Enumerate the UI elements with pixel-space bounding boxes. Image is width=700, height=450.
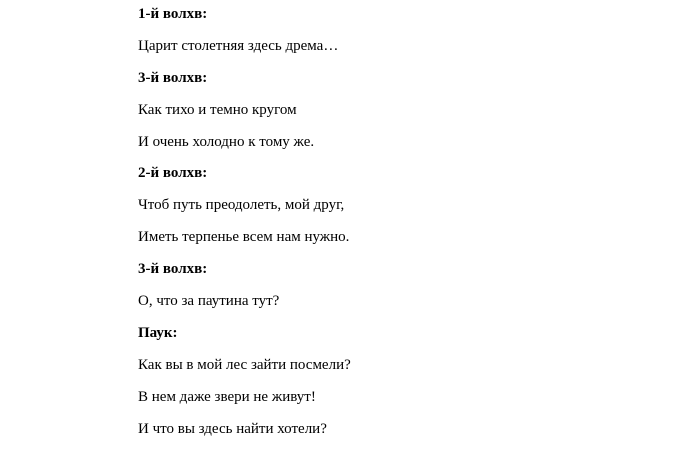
verse-line: Иметь терпенье всем нам нужно. (138, 229, 350, 246)
play-script (138, 4, 678, 450)
verse-line: И что вы здесь найти хотели? (138, 420, 327, 437)
verse-line: И очень холодно к тому же. (138, 133, 315, 150)
verse-line: В нем даже звери не живут! (138, 388, 316, 405)
speaker-name: 3-й волхв: (138, 261, 208, 278)
verse-line: Царит столетняя здесь дрема… (138, 37, 339, 54)
speaker-name: Паук: (138, 324, 178, 341)
verse-line: О, что за паутина тут? (138, 293, 280, 310)
speaker-name: 2-й волхв: (138, 165, 208, 182)
speaker-name: 1-й волхв: (138, 6, 208, 22)
verse-line: Как тихо и темно кругом (138, 101, 297, 118)
verse-line: Как вы в мой лес зайти посмели? (138, 356, 351, 373)
speaker-name: 3-й волхв: (138, 69, 208, 86)
verse-line: Чтоб путь преодолеть, мой друг, (138, 197, 345, 214)
